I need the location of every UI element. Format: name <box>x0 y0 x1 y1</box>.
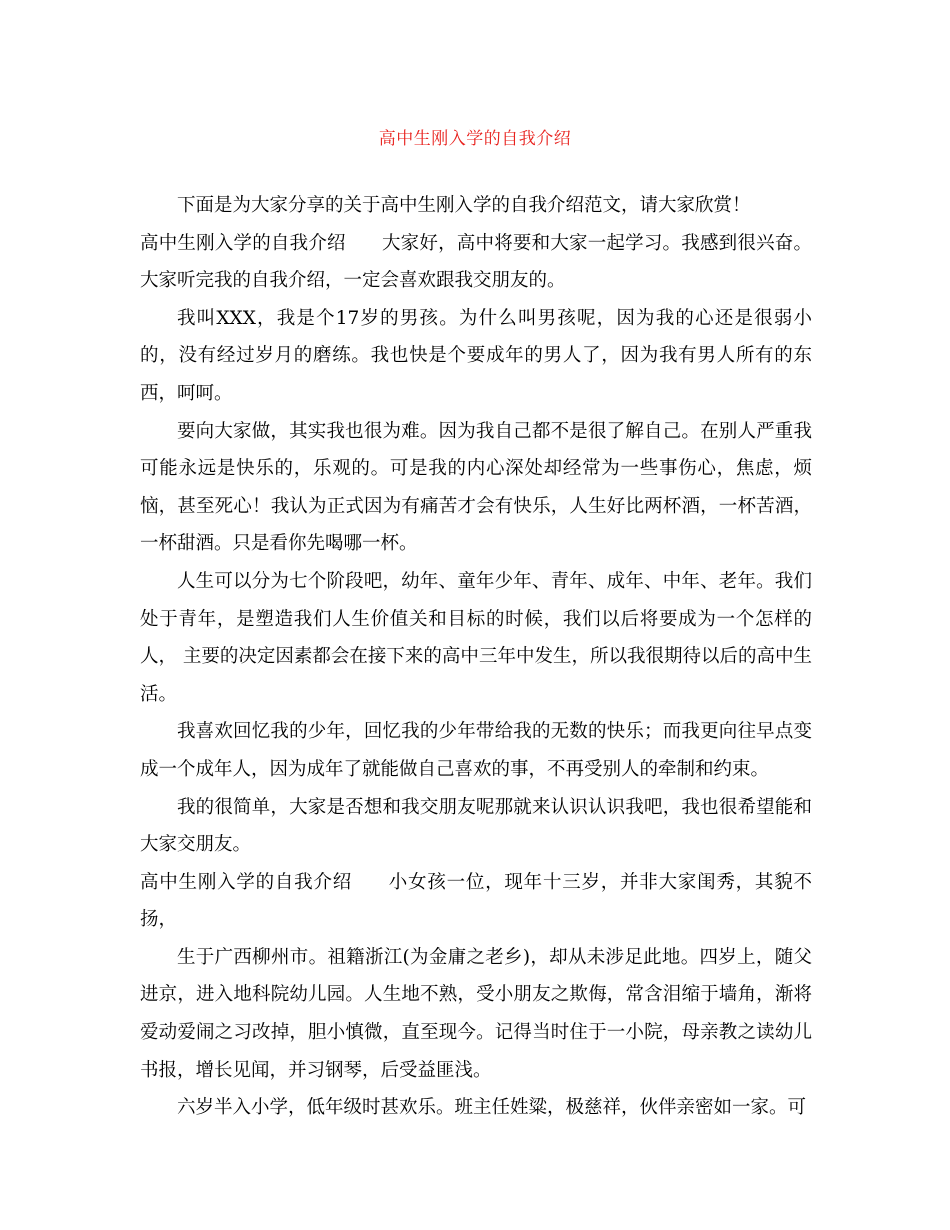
section2-lead-paragraph <box>140 864 812 939</box>
document-body <box>140 187 812 1127</box>
section2-paragraph: 六岁半入小学，低年级时甚欢乐。班主任姓粱，极慈祥，伙伴亲密如一家。可 <box>177 1097 807 1119</box>
document-title: 高中生刚入学的自我介绍 <box>378 129 572 149</box>
section1-paragraph: 我的很简单，大家是否想和我交朋友呢那就来认识认识我吧，我也很希望能和大家交朋友。 <box>140 796 812 856</box>
section2-heading: 高中生刚入学的自我介绍 <box>140 871 352 893</box>
section1-lead: 大家好，高中将要和大家一起学习。我感到很兴奋。大家听完我的自我介绍，一定会喜欢跟我交朋友的。 <box>140 232 812 292</box>
section1-paragraph: 我喜欢回忆我的少年，回忆我的少年带给我的无数的快乐；而我更向往早点变成一个成年人，因为成年了就能做自己喜欢的事，不再受别人的牵制和约束。 <box>140 721 812 780</box>
section2-lead: 小女孩一位，现年十三岁，并非大家闺秀，其貌不扬， <box>140 871 812 931</box>
section1-paragraph: 人生可以分为七个阶段吧，幼年、童年少年、青年、成年、中年、老年。我们处于青年，是塑造我们人生价值关和目标的时候，我们以后将要成为一个怎样的人， 主要的决定因素都会在接下来的高中三年中发生，所以我很期待以后的高中生活。 <box>140 570 812 705</box>
section1-heading: 高中生刚入学的自我介绍 <box>140 232 346 254</box>
section1-paragraph: 要向大家做，其实我也很为难。因为我自己都不是很了解自己。在别人严重我可能永远是快乐的，乐观的。可是我的内心深处却经常为一些事伤心，焦虑，烦恼，甚至死心！我认为正式因为有痛苦才会有快乐，人生好比两杯酒，一杯苦酒，一杯甜酒。只是看你先喝哪一杯。 <box>140 420 812 555</box>
section1-lead-paragraph <box>140 225 812 300</box>
section1-paragraph: 我叫XXX，我是个17岁的男孩。为什么叫男孩呢，因为我的心还是很弱小的，没有经过岁月的磨练。我也快是个要成年的男人了，因为我有男人所有的东西，呵呵。 <box>140 307 812 404</box>
intro-paragraph: 下面是为大家分享的关于高中生刚入学的自我介绍范文，请大家欣赏！ <box>177 195 751 216</box>
section2-paragraph: 生于广西柳州市。祖籍浙江(为金庸之老乡)，却从未涉足此地。四岁上，随父进京，进入地科院幼儿园。人生地不熟，受小朋友之欺侮，常含泪缩于墙角，渐将爱动爱闹之习改掉，胆小慎微，直至现今。记得当时住于一小院，母亲教之读幼儿书报，增长见闻，并习钢琴，后受益匪浅。 <box>140 946 812 1081</box>
